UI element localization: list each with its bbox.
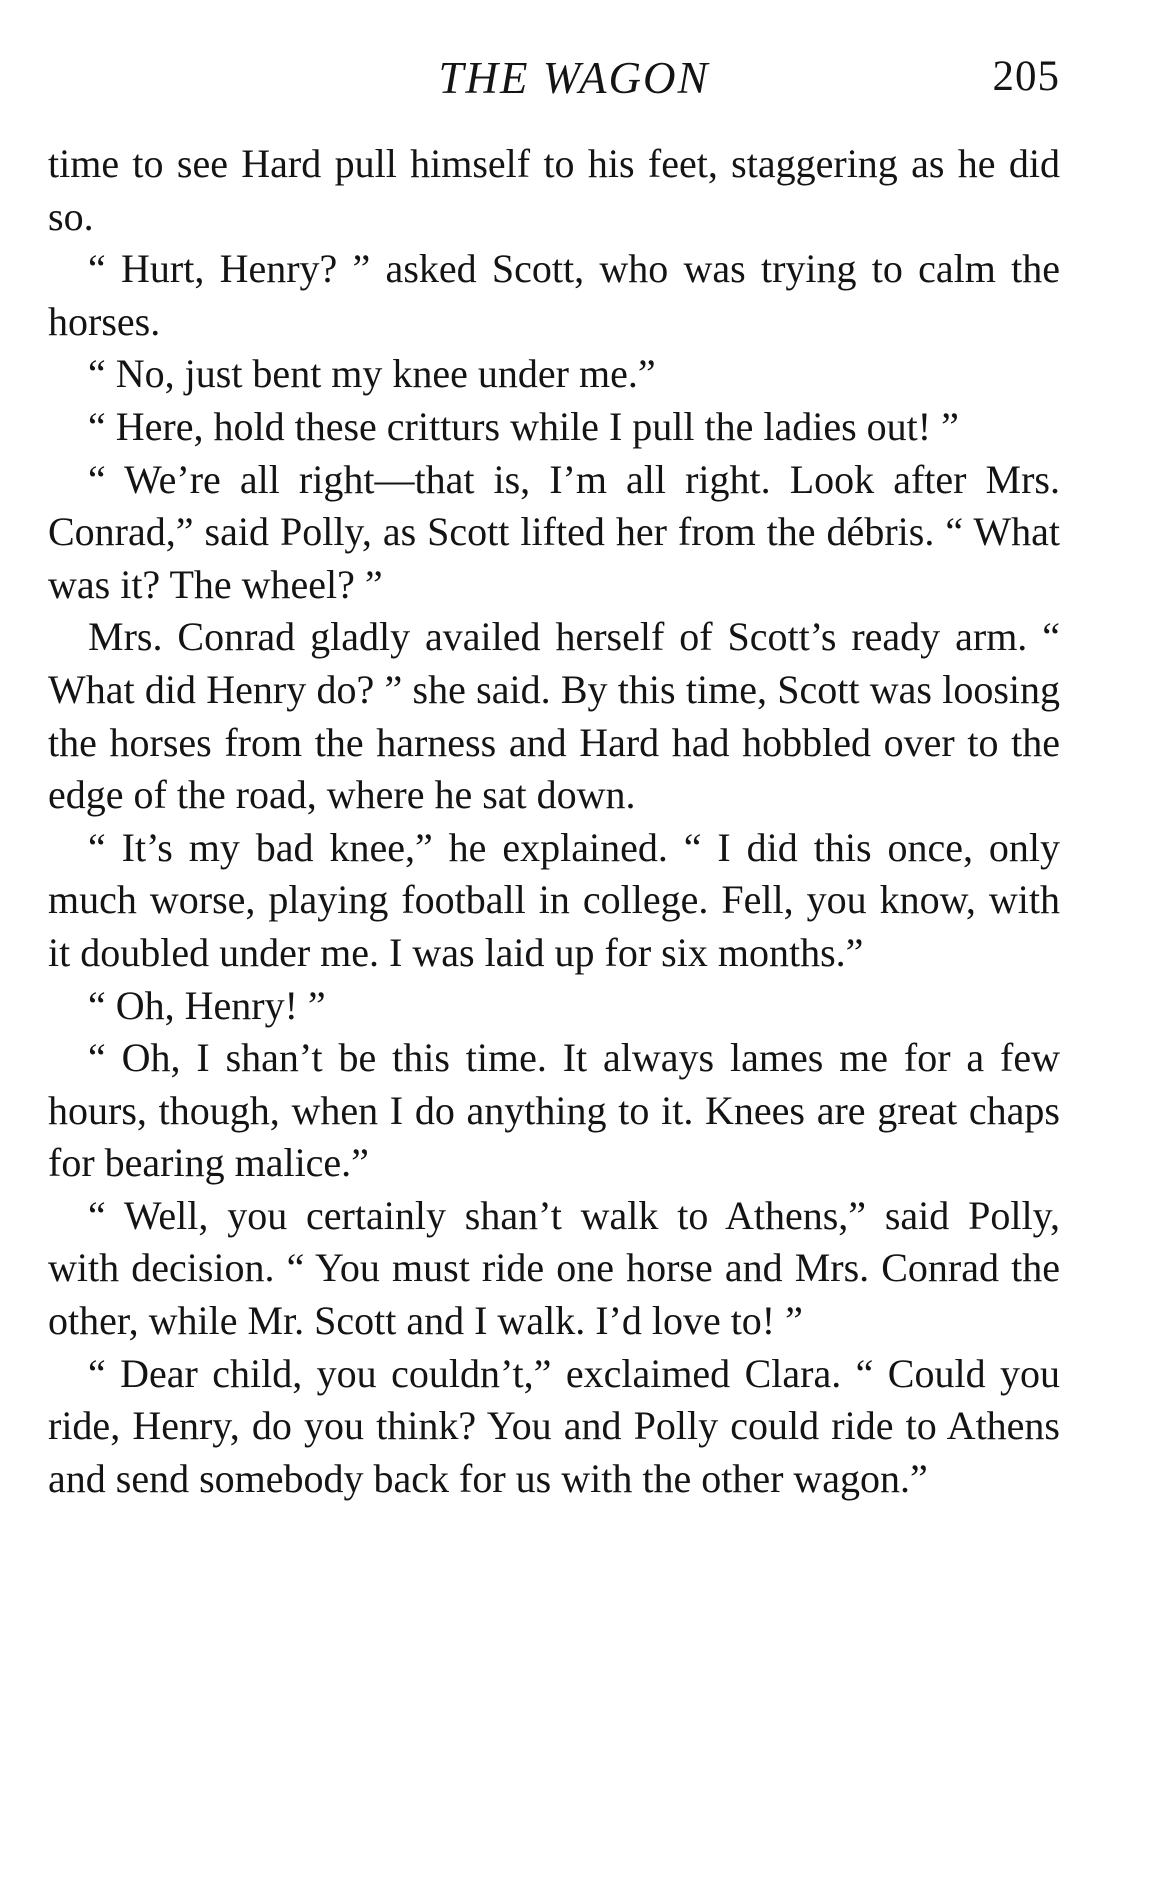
paragraph: “ Here, hold these critturs while I pull the ladies out! ” [88,403,959,449]
paragraph: “ We’re all right—that is, I’m all right. Look after Mrs. Conrad,” said Polly, as Scott lifted her from the débris. “ What was it? The wheel? ” [48,456,1060,607]
paragraph: “ No, just bent my knee under me.” [88,351,656,397]
body-text [48,138,1060,1505]
running-head [48,52,1060,112]
paragraph: time to see Hard pull himself to his feet, staggering as he did so. [48,141,1060,239]
paragraph: “ Oh, Henry! ” [88,982,326,1028]
paragraph: Mrs. Conrad gladly availed herself of Scott’s ready arm. “ What did Henry do? ” she said. By this time, Scott was loosing the horses from the harness and Hard had hobbled over to the edge of the road, where he sat down. [48,614,1060,818]
paragraph: “ Well, you certainly shan’t walk to Athens,” said Polly, with decision. “ You must ride one horse and Mrs. Conrad the other, while Mr. Scott and I walk. I’d love to! ” [48,1192,1060,1344]
paragraph: “ Dear child, you couldn’t,” exclaimed Clara. “ Could you ride, Henry, do you think? You and Polly could ride to Athens and send somebody back for us with the other wagon.” [48,1350,1060,1501]
paragraph: “ Oh, I shan’t be this time. It always lames me for a few hours, though, when I do anything to it. Knees are great chaps for bearing malice.” [48,1035,1060,1186]
paragraph: “ It’s my bad knee,” he explained. “ I did this once, only much worse, playing football in college. Fell, you know, with it doubled under me. I was laid up for six months.” [48,824,1060,975]
page-number: 205 [992,53,1060,100]
paragraph: “ Hurt, Henry? ” asked Scott, who was trying to calm the horses. [48,246,1060,344]
running-title: THE WAGON [438,53,710,103]
